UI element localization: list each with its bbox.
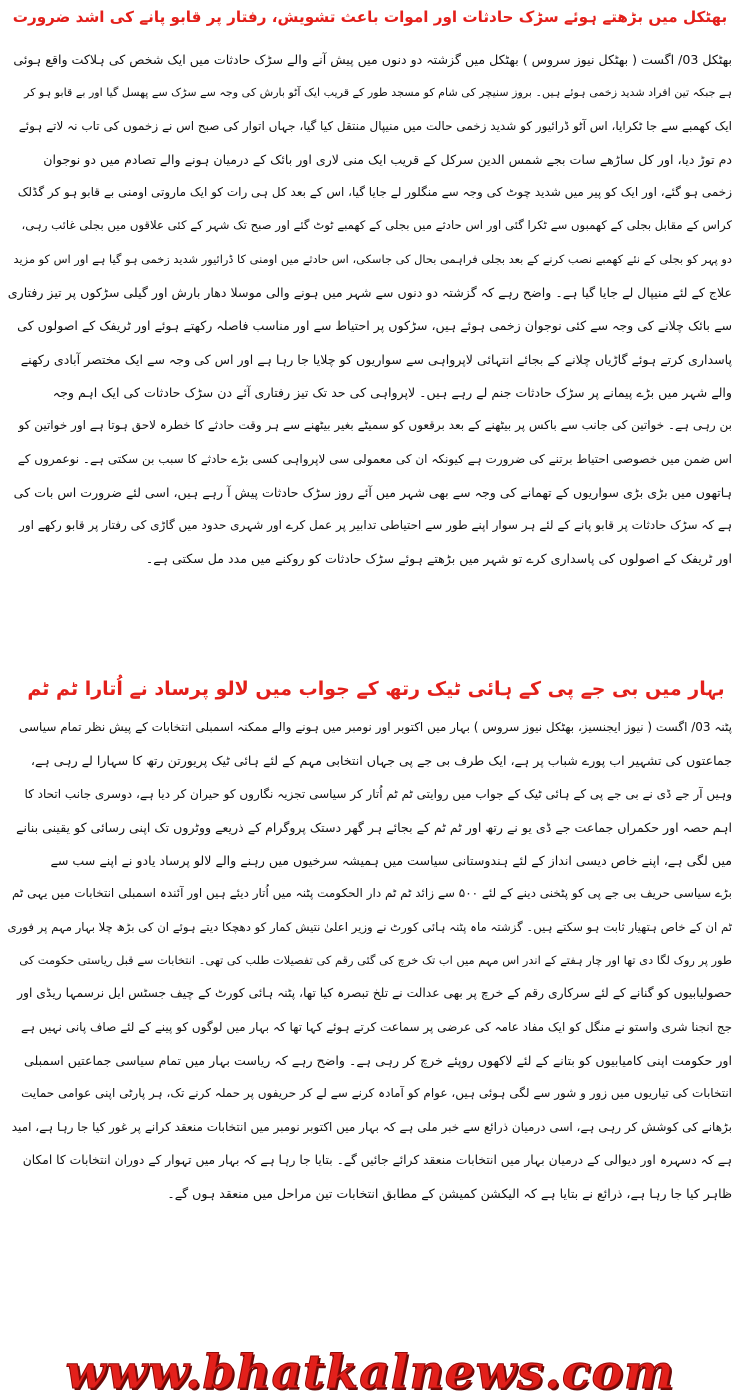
article-line: اور حکومت اپنی کامیابیوں کو بتانے کے لئے لاکھوں روپئے خرچ کر رہی ہے۔ واضح رہے کہ ریاست بہار میں تمام سیاسی جماعتیں اسمبلی bbox=[23, 1052, 732, 1068]
article-line: پاسداری کرتے ہوئے گاڑیاں چلانے کے بجائے انتہائی لاپرواہی سے سواریوں کو چلایا جا رہا ہے اور اس کی وجہ سے ایک مختصر آبادی رکھنے bbox=[20, 351, 732, 367]
article-line: زخمی ہو گئے، اور ایک کو پیر میں شدید چوٹ کی وجہ سے منگلور لے جایا گیا، اس کے بعد کل ہی رات کو ایک ماروتی اومنی بے قابو ہو کر گڈلک bbox=[17, 185, 732, 200]
article-line: دم توڑ دیا، اور کل ساڑھے سات بجے شمس الدین سرکل کے قریب ایک منی لاری اور بائک کے درمیان ہونے والے تصادم میں دو نوجوان bbox=[43, 151, 732, 167]
article-line: حصولیابیوں کو گنانے کے لئے سرکاری رقم کے خرچ پر بھی عدالت نے تلخ تبصرہ کیا تھا، پٹنہ ہائی کورٹ کے چیف جسٹس ایل نرسمہا ریڈی اور bbox=[17, 986, 732, 1001]
article-line: ہاتھوں میں بڑی بڑی سواریوں کے تھمانے کی وجہ سے بھی شہر میں آئے روز سڑک حادثات پیش آ رہے ہیں، اسی لئے ضرورت اس بات کی bbox=[13, 484, 732, 500]
article-line: سے بائک چلانے کی وجہ سے کئی نوجوان زخمی ہوئے ہیں، سڑکوں پر احتیاط سے اور مناسب فاصلہ رکھتے ہوئے اور ٹریفک کے اصولوں کی bbox=[17, 318, 732, 334]
article-line: ہے کہ دسہرہ اور دیوالی کے درمیان بہار میں انتخابات منعقد کرائے جائیں گے۔ بتایا جا رہا ہے کہ بہار میں تہوار کے دوران انتخابات کا امکان bbox=[22, 1152, 732, 1167]
article-line: ہے کہ سڑک حادثات پر قابو پانے کے لئے ہر سوار اپنے طور سے احتیاطی تدابیر پر عمل کرے اور شہری حدود میں گاڑی کی رفتار پر قابو رکھے اور bbox=[19, 518, 732, 533]
article-line: بھٹکل 03/ اگست ( بھٹکل نیوز سروس ) بھٹکل میں گزشتہ دو دنوں میں پیش آنے والے سڑک حادثات میں ایک شخص کی ہلاکت واقع ہوئی bbox=[13, 52, 732, 67]
article-line: ظاہر کیا جا رہا ہے، ذرائع نے بتایا ہے کہ الیکشن کمیشن کے مطابق انتخابات تین مراحل میں منعقد ہوں گے۔ bbox=[167, 1186, 732, 1202]
article-line: جج انجنا شری واستو نے منگل کو ایک مفاد عامہ کی عرضی پر سماعت کرتے ہوئے کہا تھا کہ بہار میں لوگوں کو پینے کے لئے صاف پانی نہیں ہے bbox=[21, 1019, 732, 1034]
article-line: علاج کے لئے منیپال لے جایا گیا ہے۔ واضح رہے کہ گزشتہ دو دنوں سے شہر میں ہونے والی موسلا دھار بارش اور گیلی سڑکوں پر تیز رفتاری bbox=[8, 285, 732, 301]
article-line: ٹم ان کے خاص ہتھیار ثابت ہو سکتے ہیں۔ گزشتہ ماہ پٹنہ ہائی کورٹ نے وزیر اعلیٰ نتیش کمار کو دھچکا دیتے ہوئے ان کی بڑھ چلا بہار مہم پر فوری bbox=[8, 919, 732, 934]
article-line: بن رہی ہے۔ خواتین کی جانب سے باکس پر بیٹھنے کے بعد برقعوں کو سمیٹے بغیر بیٹھنے سے ہر وقت حادثے کا خطرہ لاحق ہوتا ہے اور خواتین کو bbox=[18, 418, 732, 433]
article-line: ہے جبکہ تین افراد شدید زخمی ہوئے ہیں۔ بروز سنیچر کی شام کو مسجد طور کے قریب ایک آٹو بارش کی وجہ سے سڑک سے پھسل گیا اور بے قابو ہو کر bbox=[24, 86, 732, 100]
article-line: اس ضمن میں خصوصی احتیاط برتنے کی ضرورت ہے کیونکہ ان کی معمولی سی لاپرواہی کسی بڑے حادثے کا سبب بن سکتی ہے۔ نوعمروں کے bbox=[17, 451, 732, 466]
article-line: طور پر روک لگا دی تھا اور چار ہفتے کے اندر اس مہم میں اب تک خرچ کی گئی رقم کی تفصیلات طلب کی تھی۔ انتخابات سے قبل ریاستی حکومت کی bbox=[19, 953, 732, 968]
article-line: جماعتوں کی تشہیر اب پورے شباب پر ہے، ایک طرف بی جے پی جہاں انتخابی مہم کے لئے ہائی ٹیک پریورتن رتھ کا سہارا لے رہی ہے، bbox=[30, 753, 732, 769]
article-line: بڑھانے کی کوشش کر رہی ہے، اسی درمیان ذرائع سے خبر ملی ہے کہ بہار میں اکتوبر نومبر میں انتخابات منعقد کرانے پر غور کیا جا رہا ہے، امید bbox=[11, 1119, 732, 1134]
article-line: بڑے سیاسی حریف بی جے پی کو پٹخنی دینے کے لئے ۵۰۰ سے زائد ٹم ٹم دار الحکومت پٹنہ میں اُتار دیئے ہیں اور آئندہ اسمبلی انتخابات میں یہی ٹم bbox=[11, 886, 732, 901]
article-line: ایک کھمبے سے جا ٹکرایا، اس آٹو ڈرائیور کو شدید زخمی حالت میں منیپال منتقل کیا گیا، جہاں اتوار کی صبح اس نے زخموں کی تاب نہ لاتے ہوئے bbox=[18, 118, 732, 133]
article-1-body bbox=[8, 43, 732, 673]
article-line: کراس کے مقابل بجلی کے کھمبوں سے ٹکرا گئی اور اس حادثے میں بجلی کے کھمبے ٹوٹ گئے اور صبح تک شہر کے کئی علاقوں میں بجلی غائب رہی، bbox=[21, 218, 732, 233]
article-2-body bbox=[8, 711, 732, 1341]
article-line: انتخابات کی تیاریوں میں زور و شور سے لگی ہوئی ہیں، عوام کو آمادہ کرنے سے لے کر حریفوں پر حملہ کرنے تک، ہر پارٹی اپنی عوامی حمایت bbox=[21, 1086, 732, 1101]
article-line: والے شہر میں بڑے پیمانے پر سڑک حادثات جنم لے رہے ہیں۔ لاپرواہی کی حد تک تیز رفتاری آئے دن سڑک حادثات کی ایک اہم وجہ bbox=[52, 384, 732, 400]
article-1-headline: بھٹکل میں بڑھتے ہوئے سڑک حادثات اور اموات باعث تشویش، رفتار پر قابو پانے کی اشد ضرورت bbox=[12, 8, 728, 26]
article-line: پٹنہ 03/ اگست ( نیوز ایجنسیز، بھٹکل نیوز سروس ) بہار میں اکتوبر اور نومبر میں ہونے والے ممکنہ اسمبلی انتخابات کے پیش نظر تمام سیاسی bbox=[19, 720, 732, 734]
website-url[interactable]: www.bhatkalnews.com bbox=[65, 1344, 675, 1400]
article-line: اہم حصہ اور حکمراں جماعت جے ڈی یو نے رتھ اور ٹم ٹم کے بجائے ہر گھر دستک پروگرام کے ذریعے ووٹروں تک اپنی رسائی کو یقینی بنانے bbox=[16, 819, 732, 835]
article-line: وہیں آر جے ڈی نے بی جے پی کے ہائی ٹیک کے جواب میں روایتی ٹم ٹم اُتار کر سیاسی تجزیہ نگاروں کو حیران کر دیا ہے، دوسری جانب اتحاد کا bbox=[24, 786, 732, 801]
article-line: اور ٹریفک کے اصولوں کی پاسداری کرے تو شہر میں بڑھتے ہوئے سڑک حادثات کو روکنے میں مدد مل سکتی ہے۔ bbox=[145, 551, 732, 567]
article-line: دو پہر کو بجلی کے نئے کھمبے نصب کرنے کے بعد بجلی فراہمی بحال کی جاسکی، اس حادثے میں اومنی کا ڈرائیور شدید زخمی ہو گیا ہے اور اس کو مزید bbox=[13, 251, 732, 266]
footer-banner bbox=[0, 1344, 740, 1400]
article-2-headline: بہار میں بی جے پی کے ہائی ٹیک رتھ کے جواب میں لالو پرساد نے اُتارا ٹم ٹم bbox=[27, 678, 725, 700]
article-line: میں لگی ہے، اپنے خاص دیسی انداز کے لئے ہندوستانی سیاست میں ہمیشہ سرخیوں میں رہنے والے لالو پرساد یادو نے اپنے سب سے bbox=[50, 853, 732, 869]
